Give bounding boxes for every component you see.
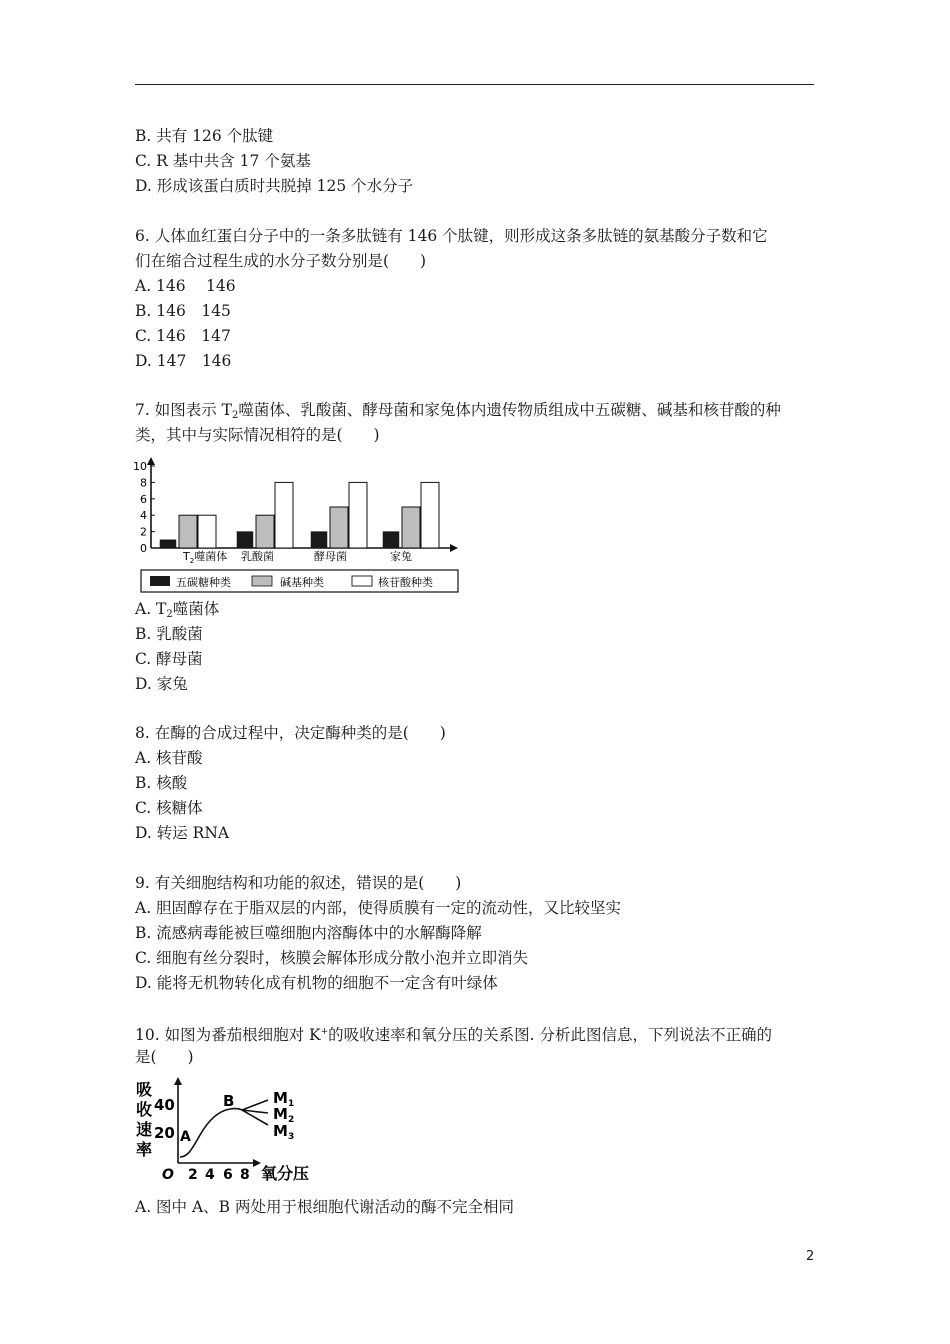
y-tick-label: 0 bbox=[140, 542, 147, 555]
header-rule bbox=[135, 84, 814, 85]
y-axis-arrow bbox=[147, 457, 155, 465]
q8-option-b: B. 核酸 bbox=[135, 774, 188, 792]
category-label-rabbit: 家兔 bbox=[390, 550, 412, 563]
category-label-yeast: 酵母菌 bbox=[314, 550, 347, 563]
y-tick-label: 2 bbox=[140, 525, 147, 539]
q10-absorption-graph bbox=[130, 1075, 330, 1190]
q5-option-c: C. R 基中共含 17 个氨基 bbox=[135, 152, 311, 170]
q6-option-b: B. 146 145 bbox=[135, 302, 231, 320]
q7-option-b: B. 乳酸菌 bbox=[135, 625, 203, 643]
q9-option-d: D. 能将无机物转化成有机物的细胞不一定含有叶绿体 bbox=[135, 974, 498, 992]
legend-swatch-nucleotide bbox=[352, 576, 372, 586]
bar-base-1 bbox=[256, 515, 274, 548]
q9-option-c: C. 细胞有丝分裂时，核膜会解体形成分散小泡并立即消失 bbox=[135, 949, 529, 967]
legend-label-pentose: 五碳糖种类 bbox=[176, 576, 231, 589]
q6-option-c: C. 146 147 bbox=[135, 327, 231, 345]
q9-option-a: A. 胆固醇存在于脂双层的内部，使得质膜有一定的流动性，又比较坚实 bbox=[135, 899, 622, 917]
y-axis-arrow bbox=[174, 1077, 182, 1085]
q8-option-d: D. 转运 RNA bbox=[135, 824, 230, 842]
q10-stem-line2: 是( ) bbox=[135, 1048, 194, 1066]
x-tick-4: 4 bbox=[205, 1167, 215, 1183]
curve-m2-label: $M_2$ bbox=[273, 1105, 295, 1125]
bar-pentose-1 bbox=[237, 532, 253, 548]
category-label-t2: $T_2$噬菌体 bbox=[183, 550, 228, 565]
y-label-char-2: 收 bbox=[135, 1100, 153, 1119]
y-tick-label: 4 bbox=[140, 509, 147, 523]
q6-stem-line2: 们在缩合过程生成的水分子数分别是( ) bbox=[135, 252, 427, 270]
bar-nucleotide-2 bbox=[349, 482, 367, 548]
q7-bar-chart bbox=[120, 455, 470, 597]
legend-label-nucleotide: 核苷酸种类 bbox=[378, 576, 433, 589]
bar-pentose-3 bbox=[383, 532, 399, 548]
bar-nucleotide-1 bbox=[275, 482, 293, 548]
y-tick-label: 6 bbox=[140, 492, 147, 506]
x-axis-arrow bbox=[253, 1159, 261, 1167]
q10-stem-line1: 10. 如图为番茄根细胞对 K+的吸收速率和氧分压的关系图. 分析此图信息，下列说法不正确的 bbox=[135, 1026, 772, 1044]
q7-stem-line2: 类，其中与实际情况相符的是( ) bbox=[135, 426, 380, 444]
curve-m1-label: $M_1$ bbox=[273, 1089, 295, 1109]
q7-option-a: A. $T_2$噬菌体 bbox=[135, 600, 220, 620]
q6-option-d: D. 147 146 bbox=[135, 352, 232, 370]
x-tick-8: 8 bbox=[240, 1167, 250, 1183]
legend-swatch-pentose bbox=[150, 576, 170, 586]
q9-option-b: B. 流感病毒能被巨噬细胞内溶酶体中的水解酶降解 bbox=[135, 924, 482, 942]
y-label-char-4: 率 bbox=[135, 1140, 153, 1159]
bar-pentose-0 bbox=[160, 540, 176, 548]
legend-label-base: 碱基种类 bbox=[280, 576, 324, 589]
q7-stem-line1: 7. 如图表示 $T_2$噬菌体、乳酸菌、酵母菌和家兔体内遗传物质组成中五碳糖、碱基和核苷酸的种 bbox=[135, 401, 781, 421]
q9-stem: 9. 有关细胞结构和功能的叙述，错误的是( ) bbox=[135, 874, 462, 892]
bar-nucleotide-0 bbox=[198, 515, 216, 548]
q6-stem-line1: 6. 人体血红蛋白分子中的一条多肽链有 146 个肽键，则形成这条多肽链的氨基酸分子数和它 bbox=[135, 227, 768, 245]
q10-option-a: A. 图中 A、B 两处用于根细胞代谢活动的酶不完全相同 bbox=[135, 1198, 514, 1216]
category-label-lactobacillus: 乳酸菌 bbox=[241, 550, 274, 563]
curve-m1 bbox=[242, 1100, 268, 1110]
q7-option-c: C. 酵母菌 bbox=[135, 650, 203, 668]
q5-option-d: D. 形成该蛋白质时共脱掉 125 个水分子 bbox=[135, 177, 414, 195]
q6-option-a: A. 146 146 bbox=[135, 277, 236, 295]
q8-option-a: A. 核苷酸 bbox=[135, 749, 203, 767]
y-tick-40: 40 bbox=[154, 1096, 175, 1114]
legend-swatch-base bbox=[252, 576, 272, 586]
q7-option-d: D. 家兔 bbox=[135, 675, 188, 693]
point-b-label: B bbox=[223, 1092, 235, 1110]
y-tick-label: 8 bbox=[140, 476, 147, 490]
y-label-char-3: 速 bbox=[135, 1120, 153, 1139]
bar-nucleotide-3 bbox=[421, 482, 439, 548]
origin-label: O bbox=[162, 1167, 174, 1183]
y-label-char-1: 吸 bbox=[135, 1080, 153, 1099]
x-axis-arrow bbox=[450, 544, 458, 552]
page-number: 2 bbox=[806, 1249, 815, 1264]
x-axis-label: 氧分压 bbox=[261, 1164, 310, 1183]
bar-base-0 bbox=[179, 515, 197, 548]
x-tick-6: 6 bbox=[223, 1167, 233, 1183]
x-tick-2: 2 bbox=[188, 1167, 198, 1183]
curve-m3-label: $M_3$ bbox=[273, 1122, 295, 1142]
y-tick-20: 20 bbox=[154, 1124, 175, 1142]
bar-base-3 bbox=[402, 507, 420, 548]
q8-stem: 8. 在酶的合成过程中，决定酶种类的是( ) bbox=[135, 724, 446, 742]
q8-option-c: C. 核糖体 bbox=[135, 799, 203, 817]
point-a-label: A bbox=[180, 1129, 191, 1145]
bar-base-2 bbox=[330, 507, 348, 548]
q5-option-b: B. 共有 126 个肽键 bbox=[135, 127, 274, 145]
y-tick-label: 10 bbox=[133, 460, 147, 473]
bar-pentose-2 bbox=[311, 532, 327, 548]
